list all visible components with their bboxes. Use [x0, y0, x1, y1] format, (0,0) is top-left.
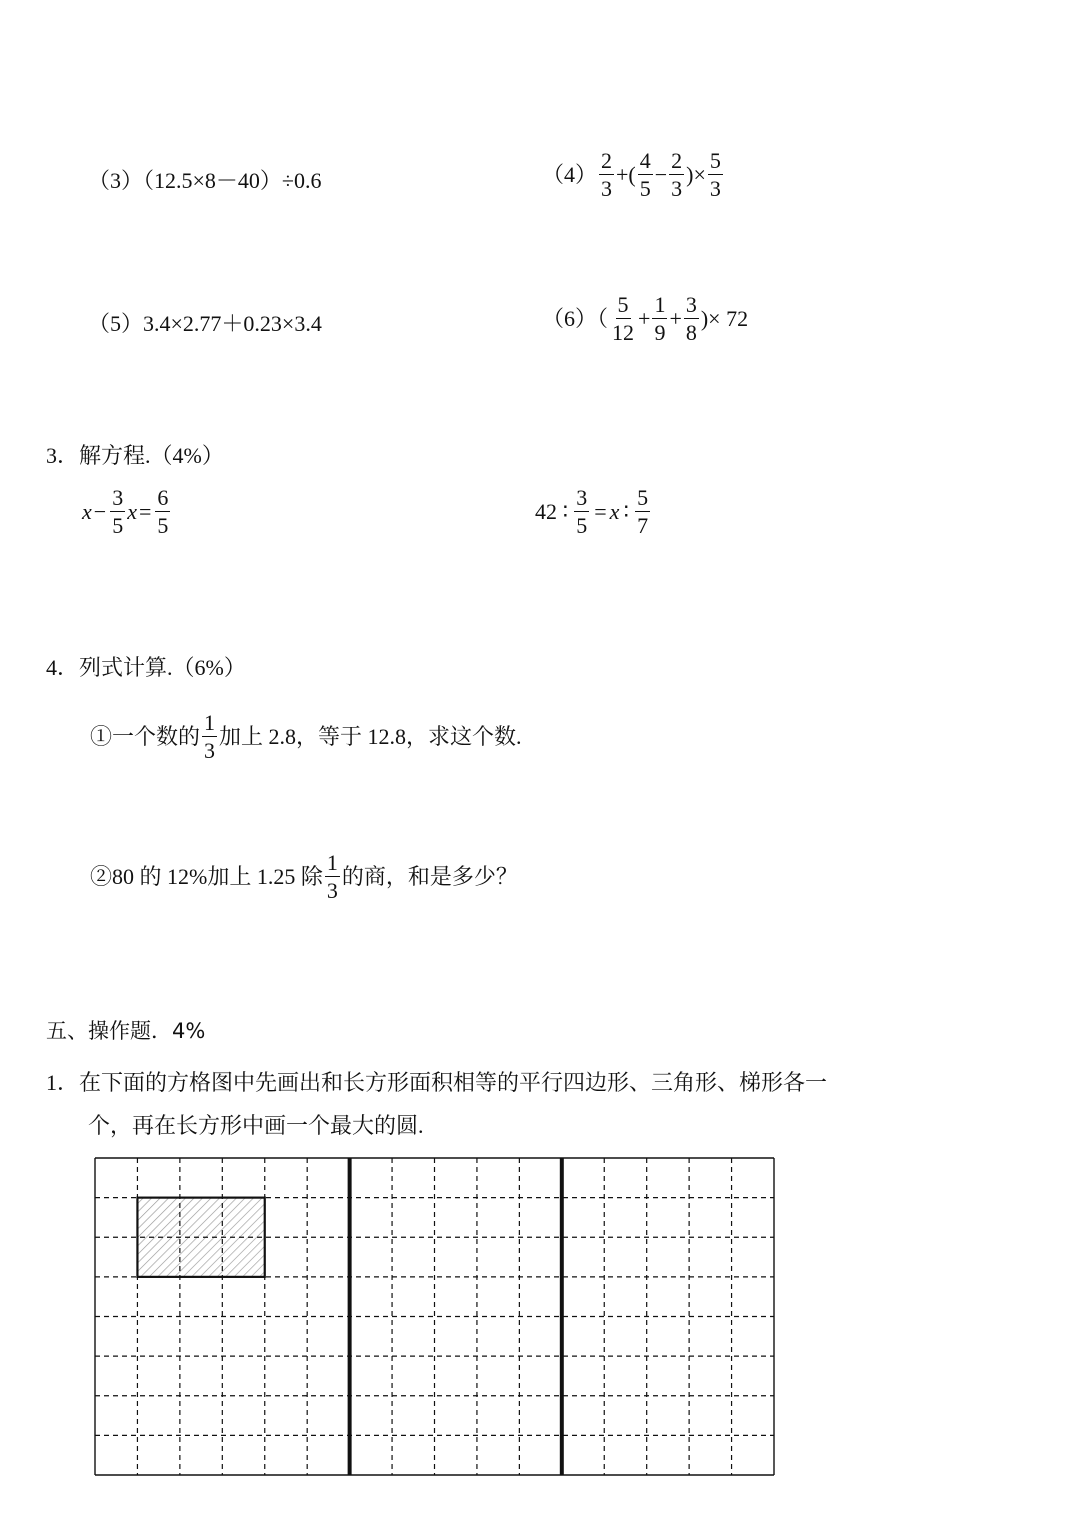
denominator: 7 [637, 513, 649, 538]
ratio-lead: 42 ∶ [535, 499, 569, 524]
section-4-title: 4．列式计算.（6%） [46, 655, 246, 680]
denominator: 5 [639, 176, 651, 201]
problem-4-label: （4） [542, 162, 598, 187]
numerator: 5 [637, 485, 649, 510]
operator: − [93, 499, 107, 524]
operator: = [138, 499, 152, 524]
question-5-1-line-2: 个，再在长方形中画一个最大的圆. [88, 1113, 424, 1138]
question-text: ②80 的 12%加上 1.25 除 [90, 864, 323, 889]
denominator: 12 [612, 320, 635, 345]
operator: − [654, 162, 668, 187]
denominator: 3 [601, 176, 613, 201]
numerator: 3 [576, 485, 588, 510]
operator: )× [686, 162, 706, 187]
section-5-title: 五、操作题．4% [46, 1019, 206, 1043]
numerator: 2 [601, 148, 613, 173]
problem-3-expression: （12.5×8－40）÷0.6 [143, 168, 322, 193]
numerator: 6 [157, 485, 169, 510]
numerator: 2 [671, 148, 683, 173]
shaded-rectangle-fill [137, 1198, 264, 1277]
numerator: 5 [709, 148, 721, 173]
numerator: 5 [617, 292, 629, 317]
operator: + [638, 306, 651, 331]
denominator: 3 [326, 878, 338, 903]
variable: x [82, 499, 92, 524]
denominator: 9 [654, 320, 666, 345]
problem-6-label: （6）（ [542, 306, 609, 331]
problem-5-expression: 3.4×2.77＋0.23×3.4 [143, 311, 322, 336]
denominator: 3 [204, 738, 216, 763]
operator: +( [616, 162, 636, 187]
numerator: 1 [654, 292, 666, 317]
operator: = [594, 499, 607, 524]
denominator: 8 [685, 320, 697, 345]
denominator: 5 [112, 513, 124, 538]
question-text: 的商，和是多少？ [341, 864, 518, 889]
denominator: 3 [709, 176, 721, 201]
problem-5-label: （5） [88, 311, 144, 336]
denominator: 5 [576, 513, 588, 538]
denominator: 3 [671, 176, 683, 201]
operator: )× 72 [700, 306, 749, 331]
question-text: ①一个数的 [90, 724, 201, 749]
question-5-1-line-1: 1．在下面的方格图中先画出和长方形面积相等的平行四边形、三角形、梯形各一 [46, 1070, 828, 1095]
problem-3-label: （3） [88, 168, 144, 193]
operator: ∶ [623, 499, 630, 524]
numerator: 4 [639, 148, 651, 173]
variable: x [127, 499, 137, 524]
numerator: 3 [685, 292, 697, 317]
section-3-title: 3．解方程.（4%） [46, 443, 224, 468]
numerator: 3 [112, 485, 124, 510]
operator: + [669, 306, 682, 331]
numerator: 1 [204, 710, 216, 735]
variable: x [609, 499, 620, 524]
question-text: 加上 2.8，等于 12.8，求这个数. [219, 724, 522, 749]
denominator: 5 [157, 513, 169, 538]
numerator: 1 [326, 850, 338, 875]
